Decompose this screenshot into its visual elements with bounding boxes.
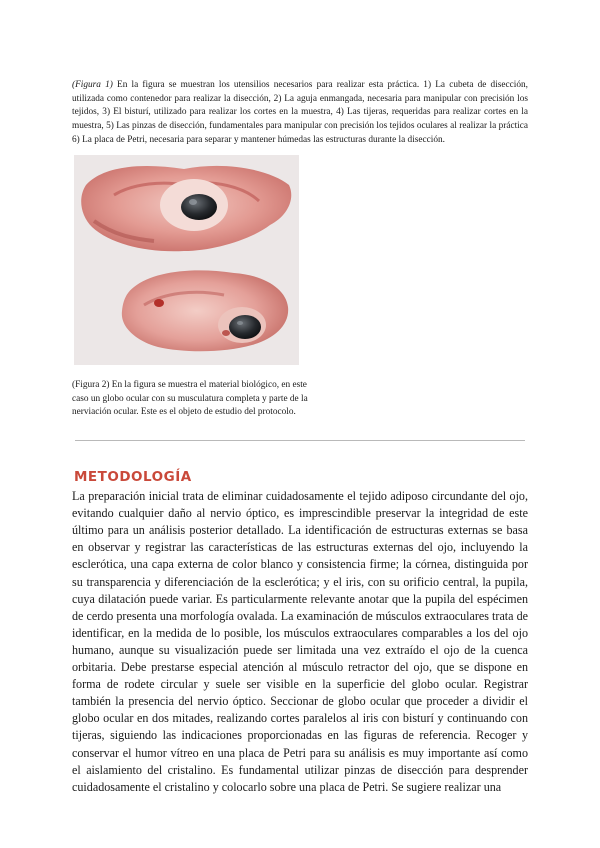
methodology-paragraph: La preparación inicial trata de eliminar cuidadosamente el tejido adiposo circundante del ojo, evitando cualquier daño al nervio óptico, es imprescindible preservar la integridad de este último para un análisis posterior detallado. La identificación de estructuras externas se basa en observar y registrar las características de las estructuras externas del ojo, incluyendo la esclerótica, una capa externa de color blanco y consistencia firme; la córnea, distinguida por su transparencia y diferenciación de la esclerótica; y el iris, con su orificio central, la pupila, cuya dilatación puede variar. Es particularmente relevante anotar que la pupila del espécimen de cerdo presenta una morfología ovalada. La examinación de músculos extraoculares trata de identificar, en la medida de lo posible, los músculos extraoculares comparables a los del ojo humano, aunque su visualización puede ser limitada una vez extraído el ojo de la cuenca orbitaria. Debe prestarse especial atención al músculo retractor del ojo, que se dispone en forma de rodete circular y suele ser visible en la superficie del globo ocular. Registrar también la presencia del nervio óptico. Seccionar de globo ocular que proceder a dividir el globo ocular en dos mitades, realizando cortes paralelos al iris con bisturí y continuando con tijeras, siguiendo las indicaciones proporcionadas en las figuras de referencia. Recoger y conservar el humor vítreo en una placa de Petri para su análisis es muy importante así como el aislamiento del cristalino. Es fundamental utilizar pinzas de disección para desprender cuidadosamente el cristalino y colocarlo sobre una placa de Petri. Se sugiere realizar una — [72, 489, 528, 794]
figure-1-label: (Figura 1) — [72, 80, 113, 91]
section-divider — [75, 440, 525, 441]
eyeball-dissection-photo — [74, 155, 299, 365]
figure-1-caption — [72, 79, 528, 147]
section-title: METODOLOGÍA — [74, 469, 192, 486]
figure-2-caption: (Figura 2) En la figura se muestra el material biológico, en este caso un globo ocular con su musculatura completa y parte de la nerviación ocular. Este es el objeto de estudio del protocolo. — [72, 380, 308, 418]
figure-1-text: En la figura se muestran los utensilios necesarios para realizar esta práctica. 1) La cubeta de disección, utilizada como contenedor para realizar la disección, 2) La aguja enmangada, necesaria para manipular con precisión los tejidos, 3) El bisturí, utilizado para realizar los cortes en la muestra, 4) Las tijeras, requeridas para realizar cortes en la muestra, 5) Las pinzas de disección, fundamentales para manipular con precisión los tejidos oculares al realizar la práctica 6) La placa de Petri, necesaria para separar y mantener húmedas las estructuras durante la disección. — [72, 80, 528, 145]
eyeball-photo-drawing — [74, 155, 299, 365]
